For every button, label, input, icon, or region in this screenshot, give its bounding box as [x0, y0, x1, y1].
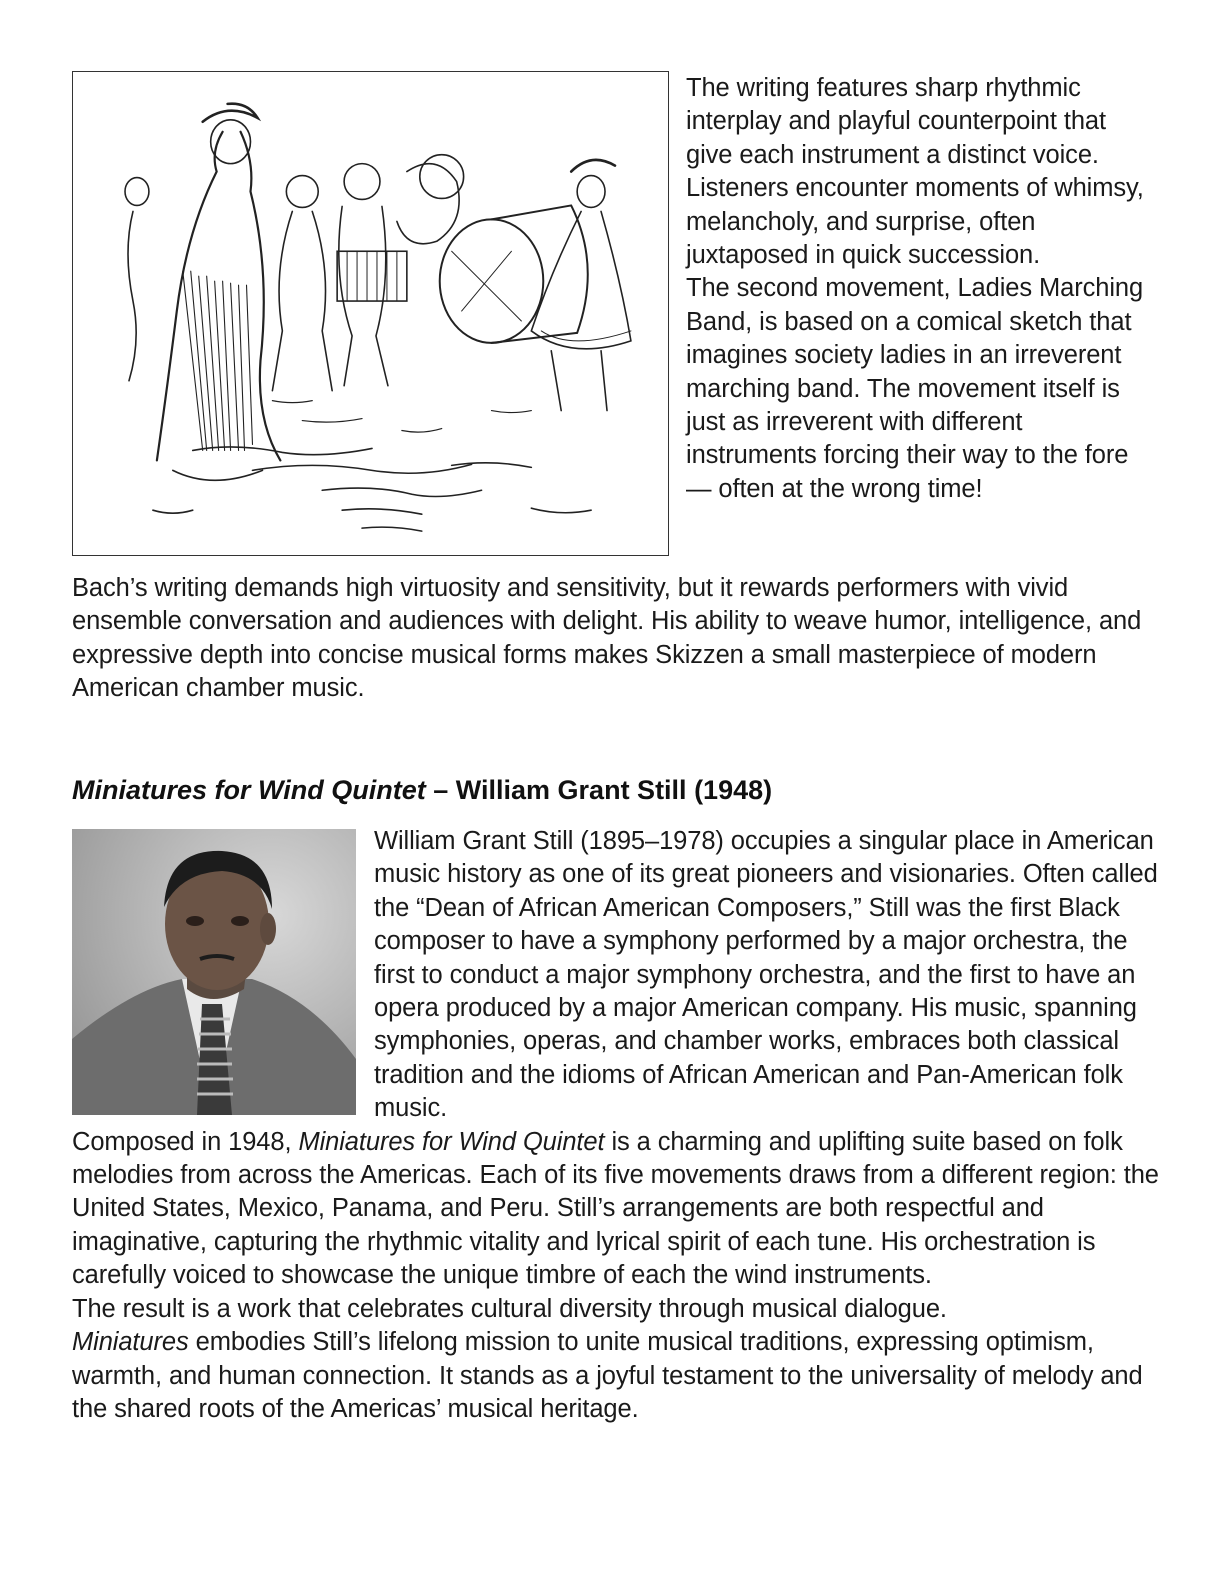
- result-rest: embodies Still’s lifelong mission to unite musical traditions, expressing optimism, warmth, and human connection. It stands as a joyful testament to the universality of melody and the shared roots of the Americas’ musical heritage.: [72, 1328, 1143, 1423]
- side-paragraph-1: The writing features sharp rhythmic interplay and playful counterpoint that give each instrument a distinct voice. Listeners encounter moments of whimsy, melancholy, and surprise, often juxtaposed in quick succession.: [686, 74, 1144, 270]
- heading-work-title: Miniatures for Wind Quintet: [72, 775, 426, 805]
- closing-paragraph-block: [72, 572, 1162, 706]
- composed-prefix: Composed in 1948,: [72, 1127, 299, 1156]
- result-line: The result is a work that celebrates cultural diversity through musical dialogue.: [72, 1294, 947, 1323]
- heading-composer: – William Grant Still (1948): [425, 775, 773, 805]
- still-bio-paragraph: William Grant Still (1895–1978) occupies a singular place in American music history as one of its great pioneers and visionaries. Often called the “Dean of African American Composers,” Still was the first Black composer to have a symphony performed by a major orchestra, the first to conduct a major symphony orchestra, and the first to have an opera produced by a major American company. His music, spanning symphonies, operas, and chamber works, embraces both classical tradition and the idioms of African American and Pan-American folk music.: [374, 827, 1158, 1123]
- still-result-paragraph: [72, 1293, 1162, 1427]
- ladies-marching-band-illustration: [72, 71, 669, 556]
- side-paragraph-2: The second movement, Ladies Marching Band, is based on a comical sketch that imagines society ladies in an irreverent marching band. The movement itself is just as irreverent with different instruments forcing their way to the fore — often at the wrong time!: [686, 274, 1144, 503]
- composed-work-title: Miniatures for Wind Quintet: [298, 1127, 605, 1156]
- still-section-body: [72, 825, 1162, 1426]
- section-heading: [72, 772, 1162, 808]
- result-work-title: Miniatures: [72, 1328, 189, 1357]
- closing-paragraph: Bach’s writing demands high virtuosity and sensitivity, but it rewards performers with vivid ensemble conversation and audiences with delight. His ability to weave humor, intelligence, and expressive depth into concise musical forms makes Skizzen a small masterpiece of modern American chamber music.: [72, 574, 1142, 703]
- portrait-float-spacer: [72, 825, 374, 1120]
- composed-rest: is a charming and uplifting suite based on folk melodies from across the Americas. Each of its five movements draws from a different region: the United States, Mexico, Panama, and Peru. Still’s arrangements are both respectful and imaginative, capturing the rhythmic vitality and lyrical spirit of each tune. His orchestration is carefully voiced to showcase the unique timbre of each the wind instruments.: [72, 1127, 1159, 1290]
- illustration-side-text: [686, 72, 1156, 506]
- still-composed-paragraph: [72, 1126, 1162, 1293]
